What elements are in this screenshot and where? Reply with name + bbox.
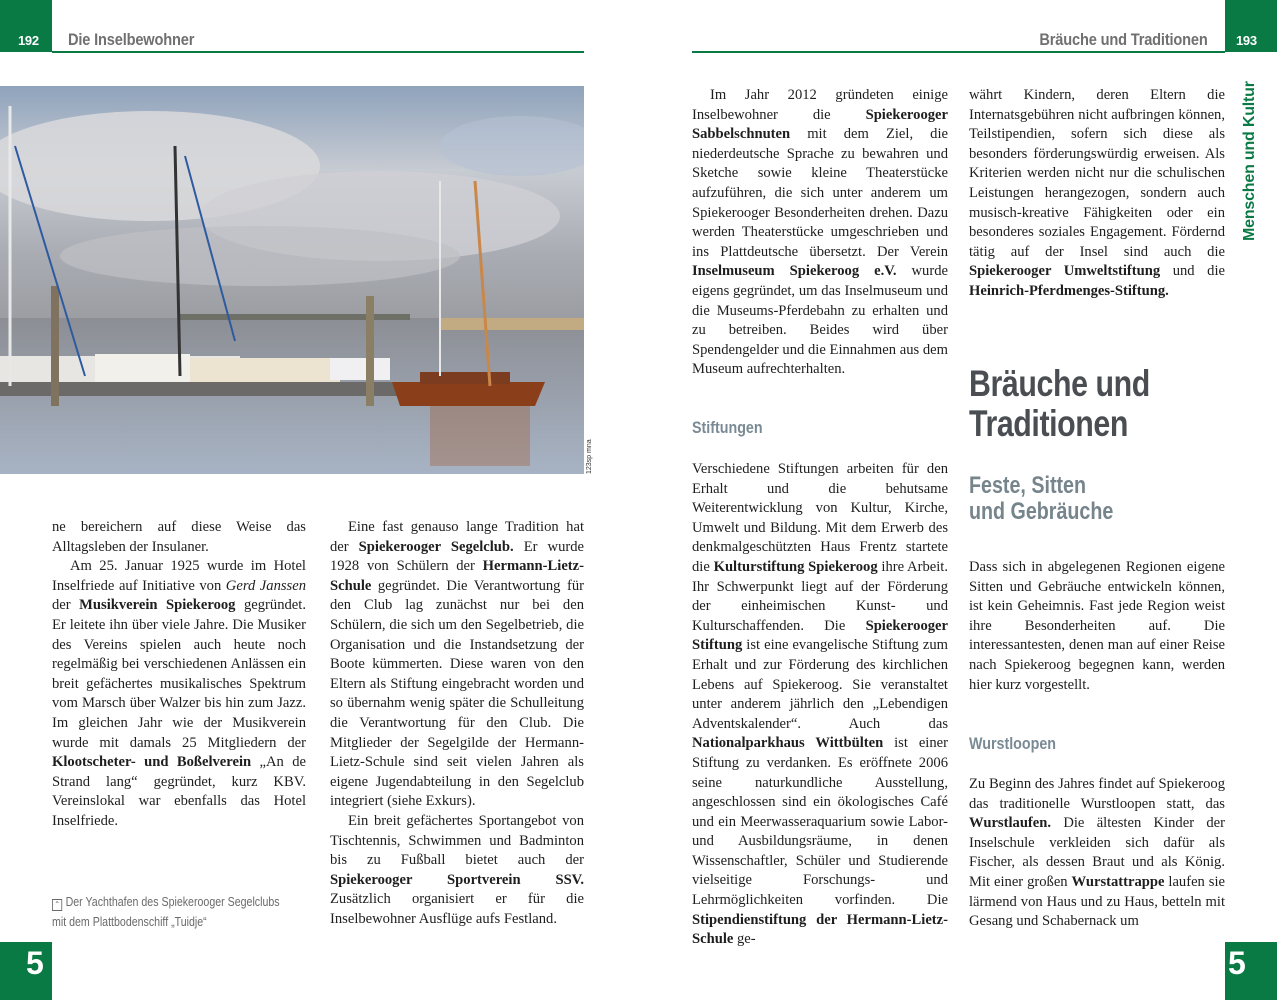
heading-stiftungen: Stiftungen — [692, 418, 763, 437]
caption-line-2: mit dem Plattbodenschiff „Tuidje“ — [52, 915, 207, 929]
text-run: der — [52, 597, 80, 614]
left-column-1 — [52, 518, 306, 832]
section-title — [969, 364, 1150, 444]
caption-line-1: Der Yachthafen des Spiekerooger Segelclubs — [65, 895, 280, 909]
text-run: Zu Beginn des Jahres findet auf Spiekeroog das traditionelle Wurstloopen statt, das — [969, 776, 1225, 812]
running-head-left: Die Inselbewohner — [68, 30, 195, 49]
page-number-left: 192 — [18, 33, 39, 48]
paragraph — [330, 518, 584, 812]
header-rule-right — [692, 51, 1225, 53]
text-run: währt Kindern, deren Eltern die Internatsgebühren nicht aufbringen können, Teilstipendien, sofern sich diese als besonders förderungswürdig erweisen. Als Kriterien werden nicht nur die schulischen Leistungen herangezogen, sondern auch musisch-kreative Fähigkeiten oder ein besonderes soziales Engagement. Fördernd tätig auf der Insel sind auch die — [969, 87, 1225, 260]
text-run: Im Jahr 2012 gründeten einige Inselbewohner die — [692, 87, 948, 123]
bold-term: Heinrich-Pferdmenges-Stiftung. — [969, 282, 1169, 299]
bold-term: Nationalparkhaus Wittbülten — [692, 735, 884, 752]
paragraph — [969, 86, 1225, 302]
paragraph — [692, 460, 948, 950]
left-column-2 — [330, 518, 584, 929]
italic-name: Gerd Janssen — [225, 577, 306, 594]
right-column-2-top — [969, 86, 1225, 302]
text-run: ne bereichern auf diese Weise das Alltagsleben der Insulaner. — [52, 519, 306, 555]
text-run: wurde eigens gegründet, um das Inselmuseum und die Museums-Pferdebahn zu erhalten und zu betreiben. Beides wird über Spendengelder und die Einnahmen aus dem Museum aufrechterhalten. — [692, 263, 948, 378]
bold-term: Spiekerooger Segelclub. — [358, 538, 514, 555]
paragraph — [969, 775, 1225, 932]
bold-term: Spiekerooger Stiftung — [692, 617, 948, 654]
text-run: gegründet. Die Verantwortung für den Club lag zunächst nur bei den Schülern, die sich um den Segelbetrieb, die Organisation und die Instandsetzung der Boote kümmerten. Diese waren von den Eltern als Stiftung eingebracht worden und so übernahm wenig später die Schulleitung die Verantwortung für den Club. Die Mitglieder der Segelgilde der Hermann-Lietz-Schule sind seit vielen Jahren als eigene Jugendabteilung in den Segelclub integriert (siehe Exkurs). — [330, 577, 584, 810]
harbor-photo-image — [0, 86, 584, 474]
bold-term: Wurstlaufen. — [969, 815, 1052, 832]
photo-credit: 123sp mna — [586, 439, 593, 474]
paragraph — [692, 86, 948, 380]
bold-term: Hermann-Lietz-Schule — [330, 558, 584, 594]
text-run: Ein breit gefächertes Sportangebot von Tischtennis, Schwimmen und Badminton bis zu Fußball bietet auch der — [330, 812, 584, 869]
paragraph — [330, 812, 584, 930]
right-column-1-top — [692, 86, 948, 380]
text-run: Er wurde 1928 von Schülern der — [330, 538, 585, 575]
bold-term: Wurstattrappe — [1071, 873, 1165, 890]
text-run: laufen sie lärmend von Haus und zu Haus, betteln mit Gesang und Schabernack um — [969, 873, 1225, 930]
photo-caption — [52, 892, 280, 932]
text-run: Dass sich in abgelegenen Regionen eigene Sitten und Gebräuche entwickeln können, ist kein Geheimnis. Fast jede Region weist ihre Besonderheiten auf. Die interessantesten, denen man auf einer Reise nach Spiekeroog begegnen kann, werden hier kurz vorgestellt. — [969, 559, 1225, 693]
text-run: ist eine evangelische Stiftung zum Erhalt und zur Förderung des kirchlichen Lebens auf Spiekeroog. Sie veranstaltet unter anderem jährlich den „Lebendigen Adventskalender“. Auch das — [692, 637, 948, 732]
running-head-right: Bräuche und Traditionen — [1039, 30, 1208, 49]
subsection-title — [969, 473, 1113, 525]
subsection-title-line-1: Feste, Sitten — [969, 472, 1087, 499]
heading-wurstloopen: Wurstloopen — [969, 734, 1057, 753]
section-title-line-1: Bräuche und — [969, 363, 1150, 404]
right-column-1-bottom — [692, 460, 948, 950]
bold-term: Spiekerooger Umweltstiftung — [969, 263, 1161, 280]
paragraph — [52, 557, 306, 831]
chapter-number-right: 5 — [1228, 945, 1246, 981]
text-run: mit dem Ziel, die niederdeutsche Sprache zu bewahren und Sketche sowie kleine Theaterstücke aufzuführen, die sich unter anderem um Spiekerooger Besonderheiten drehen. Dazu werden Theaterstücke umgeschrieben und ins Plattdeutsche übersetzt. Der Verein — [692, 126, 948, 260]
paragraph — [52, 518, 306, 557]
text-run: Am 25. Januar 1925 wurde im Hotel Inselfriede auf Initiative von — [52, 558, 306, 594]
bold-term: Klootscheter- und Boßelverein — [52, 754, 252, 771]
subsection-title-line-2: und Gebräuche — [969, 498, 1114, 525]
text-run: Zusätzlich organisiert er für die Inselbewohner Ausflüge aufs Festland. — [330, 891, 584, 927]
text-run: ihre Arbeit. Ihr Schwerpunkt liegt auf der Förderung der einheimischen Kunst- und Kulturschaffenden. Die — [692, 558, 948, 634]
right-column-2-intro — [969, 558, 1225, 695]
text-run: ist einer Stiftung zu verdanken. Es eröffnete 2006 seine naturkundliche Ausstellung, angeschlossen sind ein ökologisches Café und ein Meerwasseraquarium sowie Labor- und Ausbildungsräume, in denen Wissenschaftler, Schüler und Studierende vielseitige Forschungs- und Lehrmöglichkeiten vorfinden. Die — [692, 735, 948, 909]
bold-term: Musikverein Spiekeroog — [79, 597, 236, 614]
text-run: Verschiedene Stiftungen arbeiten für den Erhalt und die behutsame Weiterentwicklung von Kultur, Kirche, Umwelt und Bildung. Mit dem Erwerb des denkmalgeschützten Haus Frentz startete die — [692, 461, 948, 575]
photo-marker-icon: ⌃ — [52, 899, 62, 911]
text-run: gegründet. Er leitete ihn über viele Jahre. Die Musiker des Vereins spielen auch heute noch regelmäßig bei verschiedenen Anlässen ein breit gefächertes musikalisches Spektrum vom Marsch über Walzer bis hin zum Jazz. Im gleichen Jahr wie der Musikverein wurde mit damals 25 Mitgliedern der — [52, 597, 306, 751]
page-number-right: 193 — [1236, 33, 1257, 48]
paragraph — [969, 558, 1225, 695]
bold-term: Spiekerooger Sabbelschnuten — [692, 106, 948, 143]
text-run: Eine fast genauso lange Tradition hat der — [330, 519, 584, 555]
harbor-photo — [0, 86, 584, 474]
bold-term: Stipendienstiftung der Hermann-Lietz-Schule — [692, 911, 948, 948]
right-column-2-bottom — [969, 775, 1225, 932]
bold-term: Spiekerooger Sportverein SSV. — [330, 871, 584, 888]
chapter-number-left: 5 — [26, 945, 44, 981]
text-run: und die — [1160, 263, 1225, 280]
header-rule-left — [52, 51, 584, 53]
section-title-line-2: Traditionen — [969, 403, 1129, 444]
text-run: ge- — [733, 931, 756, 948]
bold-term: Inselmuseum Spiekeroog e.V. — [692, 263, 897, 280]
text-run: Die ältesten Kinder der Inselschule verkleiden sich dafür als Fischer, als dessen Braut und als König. Mit einer großen — [969, 815, 1225, 890]
bold-term: Kulturstiftung Spiekeroog — [713, 558, 878, 575]
chapter-side-label: Menschen und Kultur — [1241, 81, 1258, 241]
text-run: „An de Strand lang“ gegründet, kurz KBV. Vereinslokal war ebenfalls das Hotel Inselfriede. — [52, 754, 306, 829]
